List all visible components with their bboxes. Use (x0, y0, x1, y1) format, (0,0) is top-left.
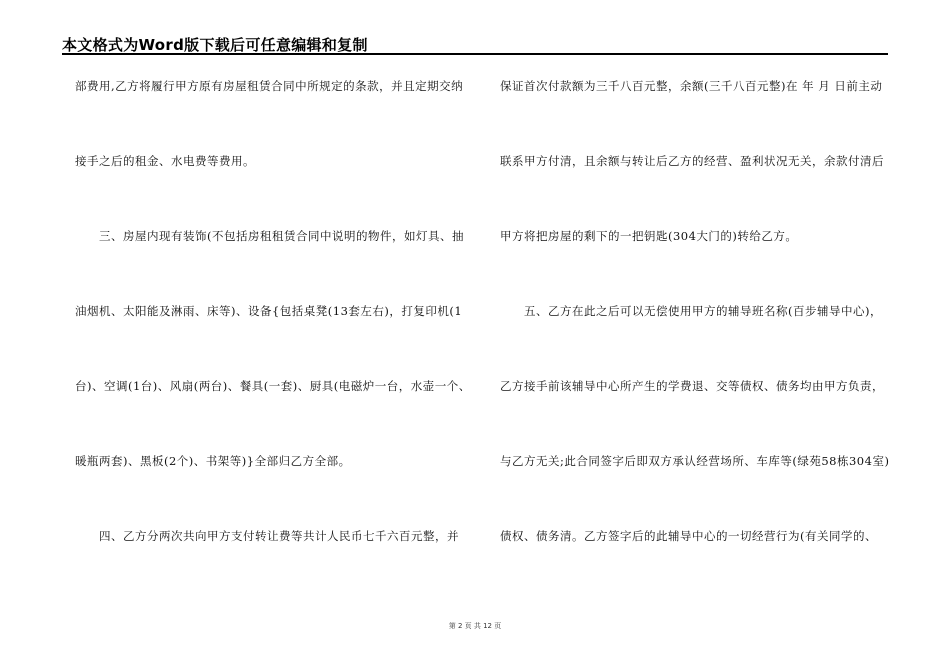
text-line: 五、乙方在此之后可以无偿使用甲方的辅导班名称(百步辅导中心)， (524, 304, 882, 318)
right-text-column (500, 74, 892, 599)
text-line: 四、乙方分两次共向甲方支付转让费等共计人民币七千六百元整，并 (99, 529, 459, 543)
text-line: 部费用,乙方将履行甲方原有房屋租赁合同中所规定的条款，并且定期交纳 (75, 79, 464, 93)
text-line: 台)、空调(1台)、风扇(两台)、餐具(一套)、厨具(电磁炉一台，水壶一个、 (75, 379, 471, 393)
text-line: 与乙方无关;此合同签字后即双方承认经营场所、车库等(绿苑58栋304室) (500, 454, 890, 468)
left-text-column (75, 74, 471, 599)
document-header-title: 本文格式为Word版下载后可任意编辑和复制 (62, 36, 368, 54)
text-line: 乙方接手前该辅导中心所产生的学费退、交等债权、债务均由甲方负责， (500, 379, 884, 393)
text-line: 三、房屋内现有装饰(不包括房租租赁合同中说明的物件，如灯具、抽 (99, 229, 464, 243)
header-divider (62, 53, 888, 55)
page-number: 第 2 页 共 12 页 (448, 622, 502, 630)
text-line: 联系甲方付清，且余额与转让后乙方的经营、盈利状况无关，余款付清后 (500, 154, 884, 168)
text-line: 油烟机、太阳能及淋雨、床等)、设备{包括桌凳(13套左右)，打复印机(1 (75, 304, 463, 318)
text-line: 暖瓶两套)、黑板(2个)、书架等)}全部归乙方全部。 (75, 454, 351, 468)
text-line: 甲方将把房屋的剩下的一把钥匙(304大门的)转给乙方。 (500, 229, 798, 243)
text-line: 保证首次付款额为三千八百元整，余额(三千八百元整)在 年 月 日前主动 (500, 79, 883, 93)
text-line: 接手之后的租金、水电费等费用。 (75, 154, 255, 168)
text-line: 债权、债务清。乙方签字后的此辅导中心的一切经营行为(有关同学的、 (500, 529, 877, 543)
